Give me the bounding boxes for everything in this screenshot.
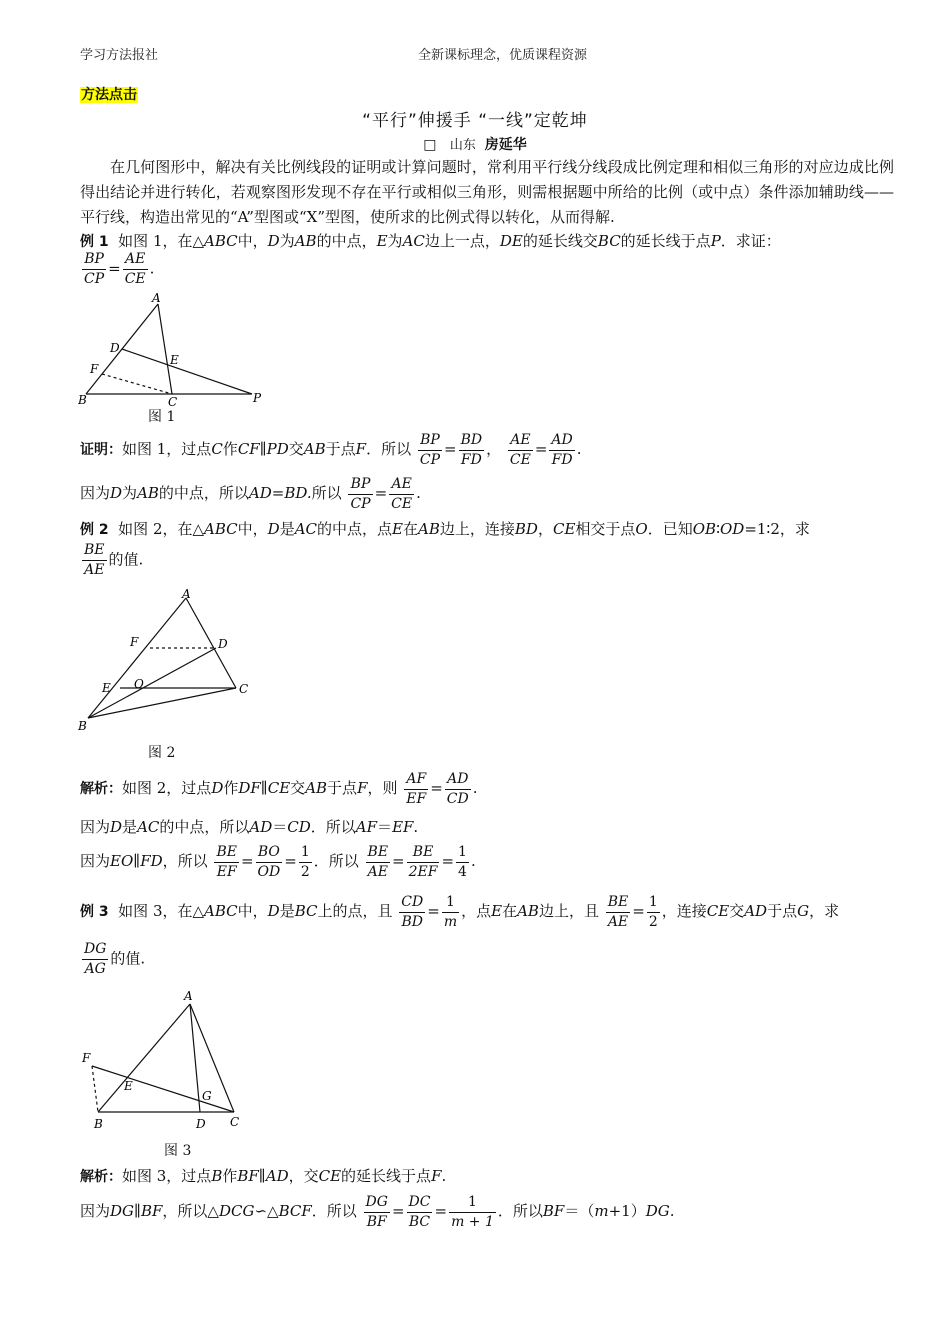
fig1-dashed-cf [102, 374, 172, 394]
text-run: F [357, 779, 368, 797]
text-run: AC [137, 818, 160, 836]
text-run: AD [744, 902, 768, 920]
text-run: ∽△ [254, 1202, 279, 1220]
fig2-label-c: C [239, 682, 249, 696]
text-run: BD [514, 520, 538, 538]
text-run: AD [265, 1167, 289, 1185]
text-run: AB [303, 440, 326, 458]
text-run: ∥ [259, 440, 267, 458]
fig3-label-e: E [124, 1079, 133, 1093]
text-run: DG [645, 1202, 670, 1220]
fraction-part: BO [256, 843, 283, 863]
text-run: ，所以 [162, 852, 208, 870]
text-run: 为 [387, 232, 403, 250]
text-run: 交 [290, 779, 306, 797]
fraction-part: BE [82, 541, 107, 561]
text-run: 在 [403, 520, 419, 538]
fig3-label-a: A [184, 989, 193, 1003]
text-run: CF [237, 440, 260, 458]
text-run: AC [294, 520, 318, 538]
fraction-part: BE [606, 893, 631, 913]
text-run: 的中点，所以 [159, 818, 250, 836]
text-run: = [441, 852, 455, 870]
fraction-part: BE [407, 843, 440, 863]
text-run: 如图 2，在△ [118, 520, 205, 538]
ex1-proof-label: 证明： [80, 442, 122, 458]
text-run: 是 [279, 902, 295, 920]
fig3-label-f: F [82, 1051, 91, 1065]
fraction [407, 843, 440, 882]
fraction [404, 770, 428, 809]
fig2-side-ab [88, 598, 186, 718]
text-run: ， [537, 520, 553, 538]
text-run: +1） [608, 1202, 646, 1220]
ex3-statement [80, 890, 839, 933]
text-run: 如图 3，过点 [122, 1167, 212, 1185]
text-run: BCF [278, 1202, 312, 1220]
text-run: AF [355, 818, 378, 836]
text-run: 的中点，所以 [158, 484, 249, 502]
fraction-part: CE [391, 495, 413, 512]
fraction-part: CP [419, 451, 441, 468]
text-run: 边上，且 [538, 902, 599, 920]
text-run: AD [249, 818, 273, 836]
text-run: ABC [204, 520, 238, 538]
text-run: 因为 [80, 1202, 111, 1220]
text-run: BF [140, 1202, 163, 1220]
fraction-part: BF [366, 1213, 387, 1230]
text-run: 于点 [327, 779, 358, 797]
text-run: m [594, 1202, 609, 1220]
text-run: 在 [502, 902, 518, 920]
fraction-part: AD [549, 431, 574, 451]
text-run: ABC [204, 902, 238, 920]
fig2-label-e: E [102, 681, 111, 695]
fraction-part: BE [214, 843, 239, 863]
text-run: G [797, 902, 810, 920]
fraction-part: OD [257, 863, 281, 880]
text-run: ．所以 [310, 818, 356, 836]
fig1-label-f: F [90, 362, 99, 376]
text-run: D [211, 779, 224, 797]
text-run: 作 [222, 1167, 238, 1185]
text-run: 上的点，且 [317, 902, 393, 920]
text-run: EF [392, 818, 414, 836]
fig1-line-dp [122, 349, 252, 394]
ex1-label: 例 1 [80, 234, 109, 250]
text-run: . [470, 852, 476, 870]
text-run: 中， [237, 902, 268, 920]
text-run: = [391, 1202, 405, 1220]
text-run: 如图 1，在△ [118, 232, 205, 250]
text-run: 因为 [80, 818, 111, 836]
fig2-label-b: B [78, 719, 87, 733]
fraction-part: 1 [442, 893, 459, 913]
fig1-label-a: A [152, 292, 161, 305]
header-left: 学习方法报社 [80, 48, 159, 63]
ex2-solution-line1 [80, 767, 478, 810]
text-run: 边上，连接 [439, 520, 515, 538]
text-run: ∶ [716, 520, 720, 538]
fraction-part: DC [407, 1193, 433, 1213]
fraction-part: CP [350, 495, 371, 512]
text-run: FD [140, 852, 163, 870]
fraction-part: EF [406, 790, 427, 807]
text-run: OD [719, 520, 745, 538]
fraction-part: DG [364, 1193, 390, 1213]
fig3-label-b: B [94, 1117, 103, 1131]
fraction-part: 4 [458, 863, 467, 880]
text-run: = [434, 1202, 448, 1220]
text-run: 如图 1，过点 [122, 440, 212, 458]
fraction-part: FD [551, 451, 573, 468]
text-run: = [632, 902, 645, 920]
text-run: BF [237, 1167, 259, 1185]
text-run: D [110, 818, 123, 836]
text-run: ，求 [809, 902, 840, 920]
text-run: . [149, 259, 155, 278]
fraction [647, 893, 660, 932]
text-run: 的中点， [316, 232, 377, 250]
text-run: 中， [237, 520, 268, 538]
text-run: 作 [223, 779, 239, 797]
fraction-part: CE [124, 271, 146, 287]
fraction-part: AE [607, 913, 629, 930]
fraction-part: 1 [647, 893, 660, 913]
header-center: 全新课标理念，优质课程资源 [418, 48, 588, 63]
fraction-part: AG [84, 961, 106, 977]
text-run: . [669, 1202, 675, 1220]
text-run: DCG [218, 1202, 255, 1220]
text-run: PD [266, 440, 289, 458]
text-run: 的中点，点 [317, 520, 393, 538]
text-run: 因为 [80, 852, 111, 870]
text-run: DG [110, 1202, 135, 1220]
text-run: ，点 [461, 902, 492, 920]
text-run: AB [418, 520, 440, 538]
fraction-part: CE [509, 451, 531, 468]
text-run: =1∶2，求 [744, 520, 810, 538]
fraction-part: BE [366, 843, 391, 863]
fraction-part: 2EF [408, 863, 438, 880]
text-run: BC [294, 902, 318, 920]
fraction-part: 1 [299, 843, 312, 863]
text-run: 交 [729, 902, 745, 920]
text-run: = [240, 852, 254, 870]
fraction-part: m [443, 913, 458, 930]
text-run: = [427, 902, 440, 920]
text-run: BC [597, 232, 621, 250]
intro-paragraph: 在几何图形中，解决有关比例线段的证明或计算问题时，常利用平行线分线段成比例定理和相似三角形的对应边成比例得出结论并进行转化，若观察图形发现不存在平行或相似三角形，则需根据题中所给的比例（或中点）条件添加辅助线——平行线，构造出常见的“A”型图或“X”型图，使所求的比例式得以转化，从而得解. [80, 158, 894, 226]
fraction [445, 770, 471, 809]
fraction-part: AE [123, 250, 148, 270]
fraction-part: FD [460, 451, 482, 468]
text-run: AC [402, 232, 425, 250]
text-run: . [416, 484, 421, 502]
fig3-caption: 图 3 [164, 1143, 192, 1159]
text-run: DF [238, 779, 261, 797]
text-run: D [267, 902, 280, 920]
fraction [389, 475, 414, 514]
ex3-solution-label: 解析： [80, 1169, 122, 1185]
fig1-side-ac [158, 304, 172, 394]
text-run: AB [137, 484, 159, 502]
fig2-label-d: D [218, 637, 228, 651]
text-run: = [430, 779, 443, 797]
fraction-part: AE [389, 475, 414, 495]
text-run: 是 [122, 818, 138, 836]
fraction [123, 250, 148, 289]
fraction-part: AD [445, 770, 471, 790]
fraction [456, 843, 469, 882]
text-run: ．所以 [366, 440, 412, 458]
ex3-question [80, 940, 145, 979]
text-run: E [376, 232, 388, 250]
text-run: ， [486, 440, 502, 458]
text-run: F [431, 1167, 442, 1185]
text-run: 于点 [325, 440, 356, 458]
text-run: ．所以 [311, 1202, 357, 1220]
text-run: 的延长线于点 [620, 232, 711, 250]
text-run: 于点 [767, 902, 798, 920]
text-run: AB [294, 232, 317, 250]
fraction [256, 843, 283, 882]
text-run: = [444, 440, 457, 458]
text-run: . [441, 1167, 447, 1185]
fraction [508, 431, 533, 470]
fraction-part: CP [84, 271, 105, 287]
figure-1 [78, 292, 268, 412]
text-run: CE [552, 520, 576, 538]
fraction [82, 541, 107, 580]
fraction [459, 431, 485, 470]
text-run: AD=BD. [248, 484, 312, 502]
text-run: ，连接 [661, 902, 707, 920]
fig2-side-ac [186, 598, 236, 688]
text-run: BF [542, 1202, 565, 1220]
text-run: = [534, 440, 548, 458]
fig2-caption: 图 2 [148, 745, 176, 761]
fraction-part: 2 [648, 913, 658, 930]
text-run: 因为 [80, 484, 111, 502]
article-author [0, 134, 950, 154]
author-box: □ [423, 137, 437, 153]
text-run: 相交于点 [575, 520, 636, 538]
fraction-part: BC [408, 1213, 431, 1230]
text-run: AB [517, 902, 539, 920]
text-run: AB [305, 779, 328, 797]
ex1-proof-line2 [80, 472, 421, 514]
ex1-proof-line1 [80, 428, 582, 471]
fraction [214, 843, 239, 882]
text-run: = [108, 259, 121, 278]
fraction-part: AF [404, 770, 428, 790]
text-run: 为 [122, 484, 138, 502]
fraction [399, 893, 425, 932]
fraction [442, 893, 459, 932]
ex3-label: 例 3 [80, 904, 109, 920]
fig2-label-o: O [134, 677, 144, 691]
text-run: = [392, 852, 405, 870]
text-run: ∥ [258, 1167, 266, 1185]
text-run: D [110, 484, 123, 502]
fig2-label-f: F [130, 635, 139, 649]
article-title: “平行”伸援手 “一线”定乾坤 [362, 111, 588, 131]
ex3-solution-line1 [80, 1163, 446, 1189]
ex2-solution-label: 解析： [80, 781, 122, 797]
fraction-part: BP [418, 431, 442, 451]
fraction-part: m + 1 [451, 1213, 494, 1230]
section-tag-label: 方法点击 [81, 87, 137, 103]
text-run: CE [706, 902, 730, 920]
fraction [418, 431, 442, 470]
fraction-part: AE [508, 431, 533, 451]
text-run: ∥ [134, 1202, 141, 1220]
text-run: ∥ [133, 852, 141, 870]
text-run: 的延长线交 [522, 232, 598, 250]
fig3-side-ab [98, 1004, 190, 1112]
text-run: ，则 [367, 779, 398, 797]
text-run: ＝ [272, 818, 288, 836]
ex1-statement [80, 228, 781, 254]
text-run: ．所以 [497, 1202, 543, 1220]
text-run: E [491, 902, 503, 920]
text-run: DE [499, 232, 523, 250]
ex2-solution-line2 [80, 814, 418, 840]
text-run: 中， [237, 232, 268, 250]
fig1-label-d: D [110, 341, 120, 355]
fraction [549, 431, 574, 470]
text-run: O [635, 520, 648, 538]
text-run: 的延长线于点 [341, 1167, 432, 1185]
text-run: P [710, 232, 721, 250]
fraction [82, 940, 108, 979]
fraction-part: EF [216, 863, 237, 880]
text-run: ．已知 [647, 520, 693, 538]
ex1-equation [80, 250, 154, 289]
ex2-question [80, 541, 143, 580]
figure-3 [78, 988, 254, 1134]
text-run: ，所以△ [162, 1202, 219, 1220]
text-run: 为 [279, 232, 295, 250]
fig1-label-p: P [253, 391, 262, 405]
text-run: ．所以 [313, 852, 359, 870]
fig3-line-ad [190, 1004, 200, 1112]
text-run: ＝（ [564, 1202, 595, 1220]
fraction-part: AE [367, 863, 388, 880]
text-run: 如图 3，在△ [118, 902, 205, 920]
fraction-part: BP [348, 475, 372, 495]
fig3-line-cf [92, 1066, 234, 1112]
fraction [348, 475, 372, 514]
fraction-part: 2 [300, 863, 310, 880]
text-run: = [374, 484, 388, 502]
fraction-part: BD [401, 913, 424, 930]
text-run: 如图 2，过点 [122, 779, 212, 797]
text-run: C [211, 440, 223, 458]
section-tag [80, 84, 138, 104]
ex3-solution-line2 [80, 1190, 675, 1232]
fig1-caption: 图 1 [148, 409, 176, 425]
text-run: 是 [279, 520, 295, 538]
fraction-part: CD [399, 893, 425, 913]
fraction-part: DG [82, 940, 108, 960]
text-run: ABC [204, 232, 238, 250]
ex2-label: 例 2 [80, 522, 109, 538]
fig1-label-b: B [78, 393, 87, 407]
fig3-side-ac [190, 1004, 234, 1112]
fraction-part: BD [459, 431, 485, 451]
text-run: 的值. [110, 949, 146, 968]
fraction [299, 843, 312, 882]
author-name: 房延华 [484, 137, 527, 153]
text-run: EO [110, 852, 134, 870]
ex2-statement [80, 516, 810, 542]
fig3-label-d: D [196, 1117, 206, 1131]
fraction-part: CD [446, 790, 469, 807]
ex2-solution-line3 [80, 840, 476, 882]
text-run: 的值. [108, 550, 144, 569]
text-run: D [267, 520, 280, 538]
fraction [407, 1193, 433, 1232]
fig1-label-e: E [170, 353, 179, 367]
text-run: OB [692, 520, 717, 538]
text-run: B [211, 1167, 223, 1185]
text-run: 边上一点， [424, 232, 500, 250]
fraction [449, 1193, 496, 1232]
text-run: . [576, 440, 582, 458]
text-run: CD [287, 818, 311, 836]
fig2-label-a: A [182, 587, 191, 601]
fraction-part: BP [82, 250, 106, 270]
fraction-part: AE [84, 562, 105, 578]
text-run: D [267, 232, 280, 250]
fig3-label-c: C [230, 1115, 240, 1129]
fraction-part: 1 [449, 1193, 496, 1213]
text-run: ，交 [288, 1167, 319, 1185]
text-run: ．求证： [720, 232, 781, 250]
text-run: 作 [222, 440, 238, 458]
text-run: F [355, 440, 367, 458]
text-run: = [284, 852, 297, 870]
fraction [82, 250, 106, 289]
fraction [366, 843, 391, 882]
text-run: . [413, 818, 419, 836]
author-region: 山东 [449, 138, 476, 153]
text-run: ＝ [377, 818, 393, 836]
text-run: ∥ [260, 779, 268, 797]
text-run: CE [318, 1167, 342, 1185]
text-run: . [472, 779, 478, 797]
fig3-label-g: G [202, 1089, 212, 1103]
fig3-dashed-bf [92, 1066, 98, 1112]
fraction [364, 1193, 390, 1232]
text-run: E [392, 520, 403, 538]
fig1-label-c: C [168, 395, 178, 409]
text-run: CE [267, 779, 291, 797]
text-run: 所以 [311, 484, 342, 502]
fraction-part: 1 [456, 843, 469, 863]
figure-2 [74, 586, 264, 734]
fraction [606, 893, 631, 932]
text-run: 交 [288, 440, 304, 458]
